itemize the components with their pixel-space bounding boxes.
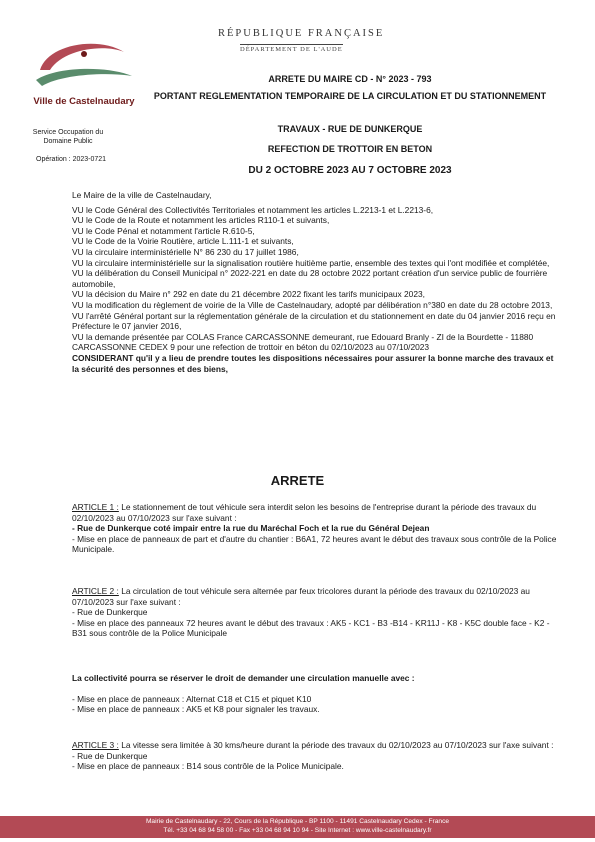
preamble-line: VU la demande présentée par COLAS France CARCASSONNE demeurant, rue Edouard Branly - ZI de la Bourdette - 11880 CARCASSONNE CEDEX 9 pour une refection de trottoir en béton du 02/10/2023 au 07/10/2023 [72,331,534,353]
arrete-title: ARRETE [270,473,325,488]
republique-francaise: RÉPUBLIQUE FRANÇAISE [218,28,385,39]
preamble-line: VU le Code de la Voirie Routière, article L.111-1 et suivants, [72,236,294,247]
article-2-label: ARTICLE 2 : [72,586,119,596]
preamble-line: VU la circulaire interministérielle sur la signalisation routière huitième partie, ensemble des textes qui l'ont modifiée et complétée, [72,257,550,268]
article-3-bullet: - Mise en place de panneaux : B14 sous contrôle de la Police Municipale. [72,761,344,772]
operation-number: Opération : 2023-0721 [36,156,107,163]
article-3 [72,740,560,772]
arrete-subject: PORTANT REGLEMENTATION TEMPORAIRE DE LA CIRCULATION ET DU STATIONNEMENT [153,91,547,101]
preamble-line: VU la modification du règlement de voirie de la Ville de Castelnaudary, adopté par délibération n°380 en date du 28 octobre 2013, [72,299,553,310]
article-1-label: ARTICLE 1 : [72,502,119,512]
article-1 [72,502,560,555]
preamble-line: VU la circulaire interministérielle N° 86 230 du 17 juillet 1986, [72,246,299,257]
article-3-bullet: - Rue de Dunkerque [72,750,148,761]
article-1-text: Le stationnement de tout véhicule sera interdit selon les besoins de l'entreprise durant la période des travaux du 02/10/2023 au 07/10/2023 sur l'axe suivant : [72,502,537,523]
article-3-text: La vitesse sera limitée à 30 kms/heure durant la période des travaux du 02/10/2023 au 07/10/2023 sur l'axe suivant : [121,740,554,750]
article-1-bullet: - Mise en place de panneaux de part et d'autre du chantier : B6A1, 72 heures avant le début des travaux sous contrôle de la Police Municipale. [72,533,557,555]
article-1-bullet: - Rue de Dunkerque coté impair entre la rue du Maréchal Foch et la rue du Général Dejean [72,523,430,534]
collectivite-text: La collectivité pourra se réserver le droit de demander une circulation manuelle avec : [72,673,415,683]
preamble-line: VU la décision du Maire n° 292 en date du 21 décembre 2022 fixant les tarifs municipaux 2023, [72,289,425,300]
page-footer [0,816,595,838]
preamble-line: CONSIDERANT qu'il y a lieu de prendre toutes les dispositions nécessaires pour assurer la bonne marche des travaux et la sécurité des personnes et des biens, [72,352,554,374]
article-2 [72,586,560,639]
city-name: Ville de Castelnaudary [33,96,135,107]
preamble-line: Le Maire de la ville de Castelnaudary, [72,190,212,200]
logo-dot [81,51,87,57]
preamble [72,190,560,374]
refection-label: REFECTION DE TROTTOIR EN BETON [267,144,433,154]
collectivite-bullet: - Mise en place de panneaux : AK5 et K8 pour signaler les travaux. [72,704,320,715]
article-2-bullet: - Rue de Dunkerque [72,607,148,618]
footer-contact: Tél. +33 04 68 94 58 00 - Fax +33 04 68 94 10 94 - Site Internet : www.ville-castelnaudary.fr [163,826,432,834]
arrete-number: ARRETE DU MAIRE CD - N° 2023 - 793 [268,74,432,84]
logo-green-arc [36,69,132,86]
footer-address: Mairie de Castelnaudary - 22, Cours de la République - BP 1100 - 11491 Castelnaudary Cedex - France [145,818,450,825]
preamble-line: VU le Code de la Route et notamment les articles R110-1 et suivants, [72,215,330,226]
preamble-line: VU le Code Pénal et notamment l'article R.610-5, [72,225,255,236]
article-2-text: La circulation de tout véhicule sera alternée par feux tricolores durant la période des travaux du 02/10/2023 au 07/10/2023 sur l'axe suivant : [72,586,530,607]
preamble-line: VU l'arrêté Général portant sur la réglementation générale de la circulation et du stationnement en date du 04 janvier 2016 reçu en Préfecture le 07 janvier 2016, [72,310,556,332]
collectivite-section [72,673,560,715]
preamble-line: VU la délibération du Conseil Municipal n° 2022-221 en date du 28 octobre 2022 portant création d'un service public de fourrière automobile, [72,268,548,289]
castelnaudary-logo [28,30,140,94]
works-label: TRAVAUX - RUE DE DUNKERQUE [277,124,423,134]
collectivite-bullet: - Mise en place de panneaux : Alternat C18 et C15 et piquet K10 [72,693,312,704]
departement: DÉPARTEMENT DE L'AUDE [240,46,343,53]
article-2-bullet: - Mise en place des panneaux 72 heures avant le début des travaux : AK5 - KC1 - B3 -B14 - KR11J - K8 - K5C double face - K2 - B31 sous contrôle de la Police Municipale [72,617,550,639]
service-label: Service Occupation du Domaine Public [32,129,104,145]
article-3-label: ARTICLE 3 : [72,740,119,750]
arrete-dates: DU 2 OCTOBRE 2023 AU 7 OCTOBRE 2023 [248,165,452,176]
logo-red-arc [40,44,124,70]
preamble-line: VU le Code Général des Collectivités Territoriales et notamment les articles L.2213-1 et L.2213-6, [72,204,434,215]
